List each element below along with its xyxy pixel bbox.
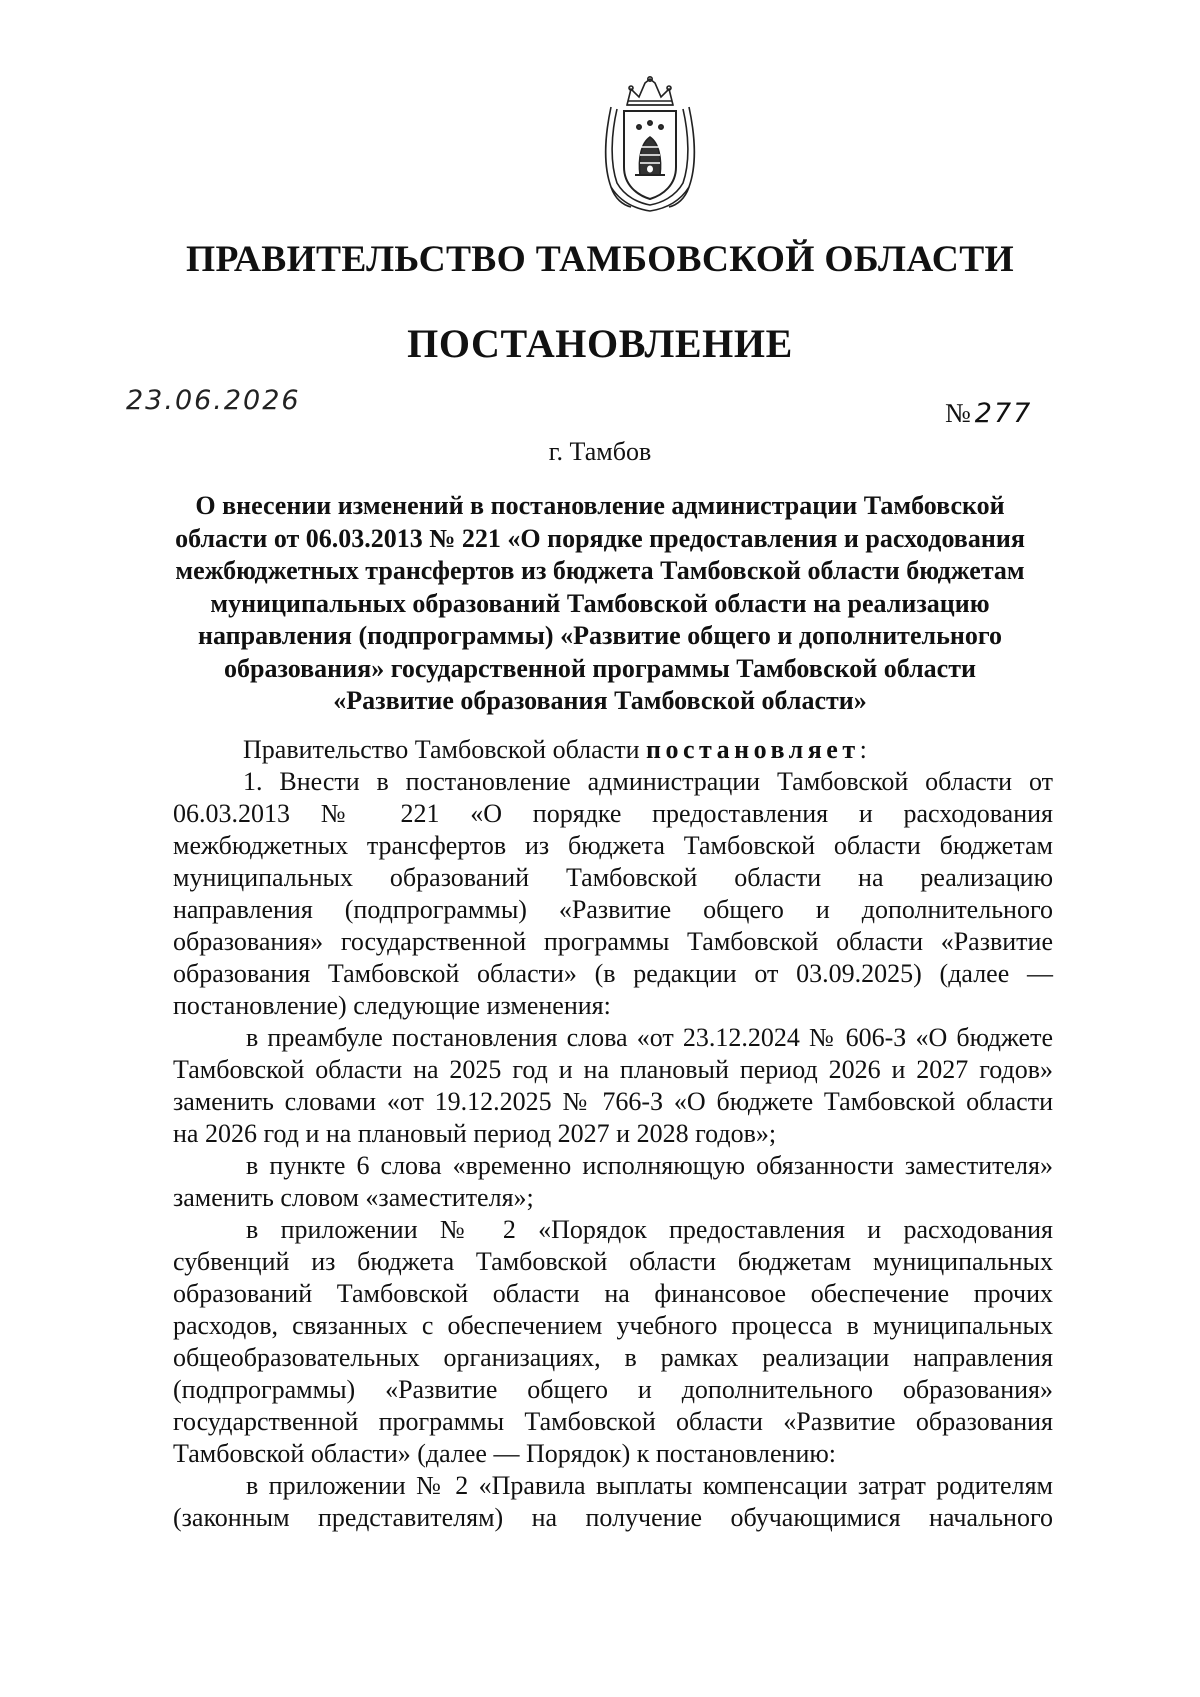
document-number bbox=[945, 398, 1032, 429]
preamble-prefix: Правительство Тамбовской области bbox=[243, 735, 646, 764]
title-line: образования» государственной программы Тамбовской области bbox=[224, 653, 976, 683]
body-line: общеобразовательных организациях, в рамках реализации направления bbox=[173, 1343, 1053, 1372]
body-line: 06.03.2013 № 221 «О порядке предоставления и расходования bbox=[173, 799, 1053, 828]
handwritten-date: 23.06.2026 bbox=[126, 385, 301, 416]
body-line: образования» государственной программы Тамбовской области «Развитие bbox=[173, 927, 1053, 956]
body-line: (подпрограммы) «Развитие общего и дополнительного образования» bbox=[173, 1375, 1053, 1404]
body-line: в приложении № 2 «Порядок предоставления и расходования bbox=[246, 1215, 1053, 1244]
title-line: О внесении изменений в постановление администрации Тамбовской bbox=[195, 491, 1005, 520]
body-line: межбюджетных трансфертов из бюджета Тамбовской области бюджетам bbox=[173, 831, 1053, 860]
title-line: муниципальных образований Тамбовской области на реализацию bbox=[210, 588, 990, 618]
title-line: области от 06.03.2013 № 221 «О порядке предоставления и расходования bbox=[175, 523, 1025, 553]
body-line: государственной программы Тамбовской области «Развитие образования bbox=[173, 1407, 1053, 1436]
preamble-line bbox=[173, 734, 1053, 766]
body-line: заменить словами «от 19.12.2025 № 766-З «О бюджете Тамбовской области bbox=[173, 1087, 1053, 1116]
body-line: направления (подпрограммы) «Развитие общего и дополнительного bbox=[173, 895, 1053, 924]
coat-of-arms-emblem bbox=[597, 75, 703, 212]
document-title bbox=[160, 490, 1040, 718]
body-line: образования Тамбовской области» (в редакции от 03.09.2025) (далее — bbox=[173, 959, 1053, 988]
body-line: (законным представителям) на получение обучающимися начального bbox=[173, 1503, 1053, 1532]
decree-word: постановляет bbox=[646, 735, 860, 764]
body-line: Тамбовской области на 2025 год и на плановый период 2026 и 2027 годов» bbox=[173, 1055, 1053, 1084]
handwritten-number: 277 bbox=[974, 398, 1033, 429]
body-line: на 2026 год и на плановый период 2027 и 2028 годов»; bbox=[173, 1119, 777, 1148]
body-line: в приложении № 2 «Правила выплаты компенсации затрат родителям bbox=[246, 1471, 1053, 1500]
body-line: муниципальных образований Тамбовской области на реализацию bbox=[173, 863, 1053, 892]
organization-name: ПРАВИТЕЛЬСТВО ТАМБОВСКОЙ ОБЛАСТИ bbox=[186, 239, 1014, 280]
number-sign: № bbox=[945, 398, 971, 428]
body-line: в преамбуле постановления слова «от 23.12.2024 № 606-З «О бюджете bbox=[246, 1023, 1053, 1052]
body-line: Тамбовской области» (далее — Порядок) к постановлению: bbox=[173, 1439, 837, 1468]
preamble-suffix: : bbox=[859, 735, 867, 764]
body-line: заменить словом «заместителя»; bbox=[173, 1183, 534, 1212]
city-line: г. Тамбов bbox=[548, 437, 652, 466]
body-line: образований Тамбовской области на финансовое обеспечение прочих bbox=[173, 1279, 1053, 1308]
document-type: ПОСТАНОВЛЕНИЕ bbox=[407, 321, 793, 366]
body-line: в пункте 6 слова «временно исполняющую обязанности заместителя» bbox=[246, 1151, 1053, 1180]
title-line: направления (подпрограммы) «Развитие общего и дополнительного bbox=[198, 621, 1002, 650]
body-line: постановление) следующие изменения: bbox=[173, 991, 611, 1020]
body-line: 1. Внести в постановление администрации Тамбовской области от bbox=[243, 767, 1053, 796]
body-line: расходов, связанных с обеспечением учебного процесса в муниципальных bbox=[173, 1311, 1053, 1340]
title-line: «Развитие образования Тамбовской области» bbox=[333, 686, 867, 715]
document-body bbox=[173, 734, 1053, 1534]
title-line: межбюджетных трансфертов из бюджета Тамбовской области бюджетам bbox=[175, 556, 1025, 585]
body-line: субвенций из бюджета Тамбовской области бюджетам муниципальных bbox=[173, 1247, 1053, 1276]
